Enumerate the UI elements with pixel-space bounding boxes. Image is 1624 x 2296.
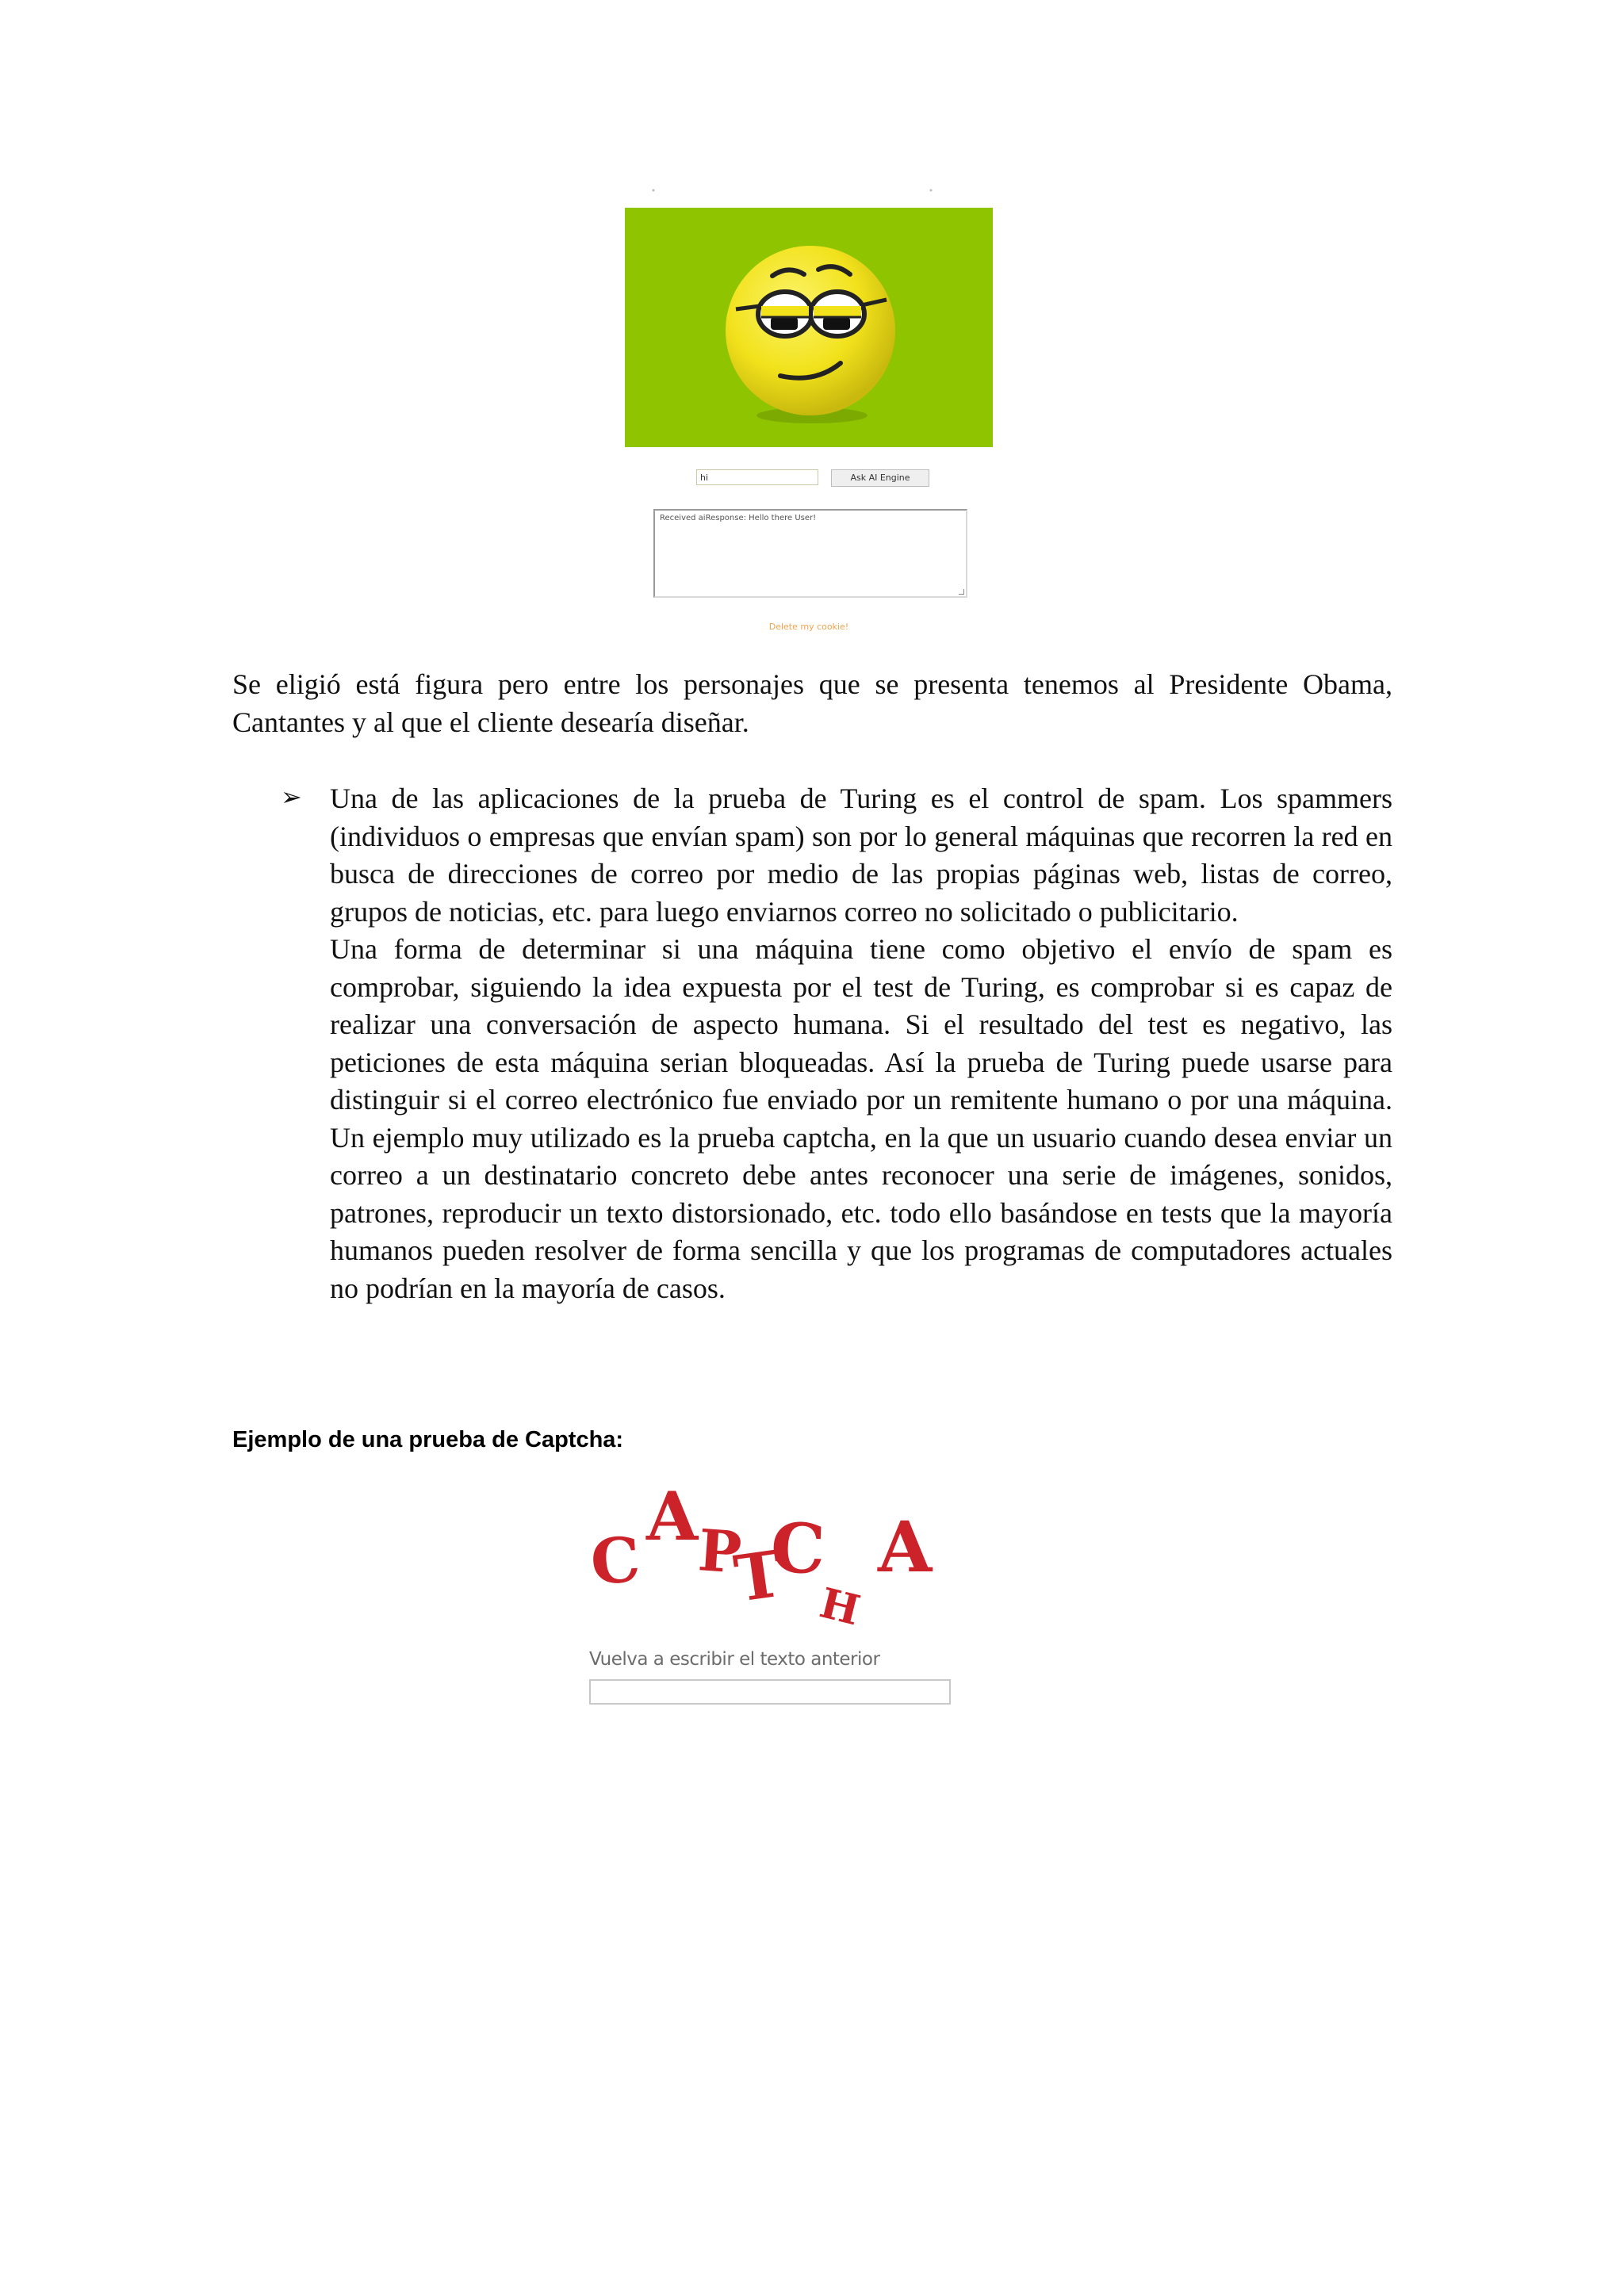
captcha-letter: P	[695, 1516, 744, 1586]
captcha-heading: Ejemplo de una prueba de Captcha:	[232, 1427, 624, 1452]
paragraph-figure-description: Se eligió está figura pero entre los personajes que se presenta tenemos al Presidente Obama, Cantantes y al que el cliente desearía diseñar.	[232, 668, 1392, 738]
response-text: Received aiResponse: Hello there User!	[660, 514, 817, 522]
nerd-smiley-icon	[625, 208, 993, 447]
captcha-letter: A	[646, 1483, 699, 1556]
response-textarea[interactable]	[653, 509, 967, 598]
resize-grip-icon[interactable]	[959, 589, 964, 595]
captcha-answer-input[interactable]	[589, 1679, 951, 1705]
captcha-image	[583, 1483, 956, 1649]
captcha-letter: C	[769, 1508, 827, 1590]
captcha-letter: C	[588, 1523, 643, 1599]
captcha-letter: H	[814, 1578, 865, 1636]
captcha-letter: T	[730, 1536, 787, 1617]
paragraph-spam-intro: Una de las aplicaciones de la prueba de Turing es el control de spam. Los spammers (individuos o empresas que envían spam) son por lo general máquinas que recorren la red en busca de direcciones de correo por medio de las propias páginas web, listas de correo, grupos de noticias, etc. para luego enviarnos correo no solicitado o publicitario.	[330, 783, 1392, 928]
arrow-bullet-icon: ➢	[281, 782, 302, 812]
chat-input[interactable]: hi	[696, 469, 818, 485]
ask-ai-engine-button[interactable]: Ask AI Engine	[831, 469, 929, 487]
delete-cookie-link[interactable]: Delete my cookie!	[768, 622, 849, 632]
smiley-face-image	[625, 208, 993, 447]
captcha-letter: A	[878, 1506, 933, 1588]
captcha-figure	[583, 1483, 956, 1712]
captcha-instruction: Vuelva a escribir el texto anterior	[589, 1649, 880, 1670]
chatbot-figure	[611, 187, 1007, 647]
paragraph-captcha-explanation: Una forma de determinar si una máquina tiene como objetivo el envío de spam es comprobar, siguiendo la idea expuesta por el test de Turing, es comprobar si es capaz de realizar una conversación de aspecto humana. Si el resultado del test es negativo, las peticiones de esta máquina serian bloqueadas. Así la prueba de Turing puede usarse para distinguir si el correo electrónico fue enviado por un remitente humano o por una máquina. Un ejemplo muy utilizado es la prueba captcha, en la que un usuario cuando desea enviar un correo a un destinatario concreto debe antes reconocer una serie de imágenes, sonidos, patrones, reproducir un texto distorsionado, etc. todo ello basándose en tests que la mayoría humanos pueden resolver de forma sencilla y que los programas de computadores actuales no podrían en la mayoría de casos.	[330, 933, 1392, 1304]
figure-top-edge	[611, 187, 1007, 195]
bullet-item-spam	[330, 780, 1392, 1307]
